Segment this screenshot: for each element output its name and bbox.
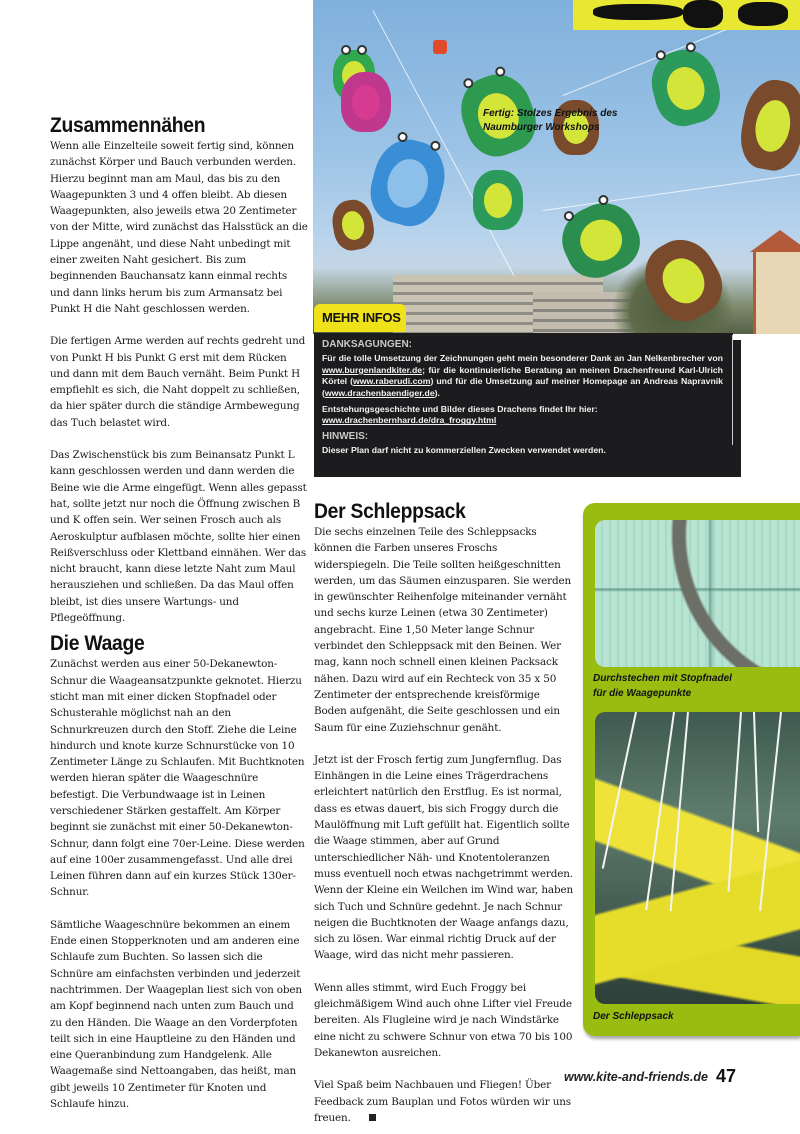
body-paragraph: Jetzt ist der Frosch fertig zum Jungfernflug. Das Einhängen in die Leine eines Trägerdrachens erleichtert natürlich den Erstflug. Es ist normal, dass es etwas dauert, bis sich Froggy durch die Maulöffnung mit Luft gefüllt hat. Eigentlich sollte die Waage stimmen, aber auf Grund unterschiedlicher Näh- und Knotentoleranzen muss eventuell noch etwas nachgetrimmt werden. Wenn der Kleine ein Weilchen im Wind war, haben sich Tuch und Schnüre gedehnt. Je nach Schnur neigen die Buchtknoten der Waage anfangs dazu, sich zu lösen. War einmal richtig Druck auf der Waage, wird das nicht mehr passieren. [314, 753, 573, 962]
section-heading-die-waage: Die Waage [50, 632, 145, 656]
thanks-text [322, 353, 723, 399]
caption-line: für die Waagepunkte [593, 688, 692, 699]
body-paragraph: Wenn alles stimmt, wird Euch Froggy bei gleichmäßigem Wind auch ohne Lifter viel Freude bereiten. Als Flugleine wird je nach Windstärke eine nicht zu schwere Schnur von etwa 70 bis 100 Dekanewton ausreichen. [314, 981, 573, 1059]
photo-caption [593, 671, 783, 701]
hero-photo-frog-kites [313, 0, 800, 334]
more-info-tab: MEHR INFOS [314, 304, 406, 332]
photo-caption: Der Schleppsack [593, 1011, 674, 1022]
text-span: ) und für die Umsetzung auf meiner Homepage an Andreas Napravnik ( [322, 376, 724, 398]
history-text [322, 404, 723, 427]
photo-house [753, 250, 800, 334]
text-span: ). [434, 387, 440, 398]
drogue-line [759, 712, 782, 911]
notice-text: Dieser Plan darf nicht zu kommerziellen Zwecken verwendet werden. [322, 445, 606, 456]
thanks-label: DANKSAGUNGEN: [322, 339, 412, 350]
kite-line [543, 174, 800, 211]
notice-label: HINWEIS: [322, 430, 369, 442]
drogue-line [670, 712, 689, 911]
text-span: ; für die kontinuierliche Beratung an meinen Drachenfreund Karl-Ulrich Körtel ( [322, 364, 723, 387]
text-span: Für die tolle Umsetzung der Zeichnungen geht mein besonderer Dank an Jan Nelkenbrecher von [322, 353, 723, 364]
drogue-line [753, 712, 759, 832]
frog-kite-icon [341, 72, 391, 132]
middle-column [314, 500, 574, 1126]
drogue-line [727, 712, 742, 892]
link-drachenbernhard[interactable]: www.drachenbernhard.de/dra_froggy.html [322, 415, 497, 426]
body-paragraph: Das Zwischenstück bis zum Beinansatz Punkt L kann geschlossen werden und dann werden die Beine wie die Arme eingefügt. Wenn alles gepasst hat, sollte jetzt nur noch die Öffnung zwischen B und K offen sein. Wer seinen Frosch auch als Aeroskulptur aufblasen möchte, sollte hier einen Reißverschluss oder Klettband einnähen. Wer das nicht braucht, kann diese letzte Naht zum Maul herausziehen und schließen. Da das Maul offen bleibt, ist dies unsere Wartungs- und Pflegeöffnung. [50, 449, 307, 625]
small-kite-icon [433, 40, 447, 54]
page-number: 47 [716, 1066, 737, 1086]
photo-needle-stitching [595, 520, 800, 667]
frog-kite-icon [644, 43, 726, 132]
end-of-article-icon [369, 1114, 376, 1121]
section-heading-zusammennaehen: Zusammennähen [50, 114, 206, 137]
link-raberudi[interactable]: www.raberudi.com [353, 376, 431, 387]
caption-line: Durchstechen mit Stopfnadel [593, 673, 732, 684]
frog-kite-icon [736, 75, 800, 174]
more-info-box [314, 333, 733, 477]
drogue-line [645, 712, 675, 910]
footer-website: www.kite-and-friends.de [563, 1070, 708, 1084]
left-column [50, 114, 308, 1112]
link-burgenlandkiter[interactable]: www.burgenlandkiter.de [322, 364, 423, 375]
body-paragraph: Zunächst werden aus einer 50-Dekanewton-Schnur die Waageansatzpunkte geknotet. Hierzu sticht man mit einer dicken Stopfnadel oder Schusterahle möglichst nah an den Schnurkreuzen durch den Stoff. Ziehe die Leine hindurch und knote kurze Schnurstücke von 10 Zentimeter Länge zu Schlaufen. Mit Buchtknoten werden hieran später die Waageschnüre befestigt. Die Verbundwaage ist in Leinen verschiedener Stärken gestaffelt. Am Körper beginnt sie zunächst mit einer 50-Dekanewton-Schnur, dann folgt eine 70er-Leine. Diese werden auf eine 100er zusammengefasst. Und alle drei Leinen führen dann auf ein kurzes Stück 130er-Schnur. [50, 658, 305, 899]
link-drachenbaendiger[interactable]: www.drachenbaendiger.de [324, 387, 435, 398]
frog-kite-icon [473, 170, 523, 230]
body-paragraph: Sämtliche Waageschnüre bekommen an einem Ende einen Stopperknoten und am anderen eine Schlaufe zum Buchten. So lassen sich die Schnüre am einfachsten verbinden und jederzeit nachtrimmen. Der Waageplan liest sich von oben am Kopf beginnend nach unten zum Bauch und zu den Händen. Die Waage an den Vorderpfoten teilt sich in eine Hauptleine zu den Händen und eine Queranbindung zum Handgelenk. Alle Waagemaße sind Nettoangaben, das heißt, man gibt jeweils 10 Zentimeter für Knoten und Schlaufe hinzu. [50, 918, 302, 1111]
hero-caption-line: Naumburger Workshops [483, 122, 600, 133]
hero-caption [483, 107, 653, 135]
closing-paragraph [314, 1077, 574, 1126]
text-span: Entstehungsgeschichte und Bilder dieses Drachens findet Ihr hier: [322, 404, 598, 415]
frog-kite-icon [363, 132, 453, 232]
body-paragraph: Wenn alle Einzelteile soweit fertig sind, können zunächst Körper und Bauch verbunden werden. Hierzu beginnt man am Maul, das bis zu den Waagepunkten 3 und 4 offen bleibt. Ab diesen Waagepunkten, also jeweils etwa 20 Zentimeter von der Mitte, wird zunächst das Halsstück an die Lippe angenäht, und diese Naht unbedingt mit einer zweiten Naht gesichert. Bis zum beginnenden Bauchansatz kann einmal rechts und dann links herum bis zum Armansatz bei Punkt H die Naht geschlossen werden. [50, 140, 308, 315]
body-paragraph: Die sechs einzelnen Teile des Schleppsacks können die Farben unseres Froschs widerspiegeln. Die Teile sollten heißgeschnitten werden, um das Säumen einzusparen. Sie werden in gewünschter Reihenfolge miteinander vernäht und sechs kurze Leinen (etwa 30 Zentimeter) angebracht. Eine 1,50 Meter lange Schnur verbindet den Schleppsack mit den Beinen. Wer mag, kann noch schnell einen kleinen Packsack nähen. Dazu wird auf ein Rechteck von 35 x 50 Zentimeter der entsprechende kreisförmige Boden aufgenäht, die Seite geschlossen und ein Saum für eine Zuziehschnur genäht. [314, 526, 572, 734]
hero-caption-line: Fertig: Stolzes Ergebnis des [483, 108, 618, 119]
photo-drogue [595, 712, 800, 1004]
frog-kite-icon [329, 197, 377, 253]
body-paragraph: Die fertigen Arme werden auf rechts gedreht und von Punkt H bis Punkt G erst mit dem Rücken und dann mit dem Bauch vernäht. Beim Punkt H empfiehlt es sich, die Naht doppelt zu schließen, da hier später durch die ständige Armbewegung das Tuch belastet wird. [50, 335, 306, 429]
closing-text: Viel Spaß beim Nachbauen und Fliegen! Über Feedback zum Bauplan und Fotos würden wir uns freuen. [314, 1079, 571, 1124]
section-heading-der-schleppsack: Der Schleppsack [314, 500, 466, 523]
drogue-line [602, 712, 637, 869]
torn-edge-decoration [733, 340, 741, 477]
sport-banner-graphic [573, 0, 800, 30]
